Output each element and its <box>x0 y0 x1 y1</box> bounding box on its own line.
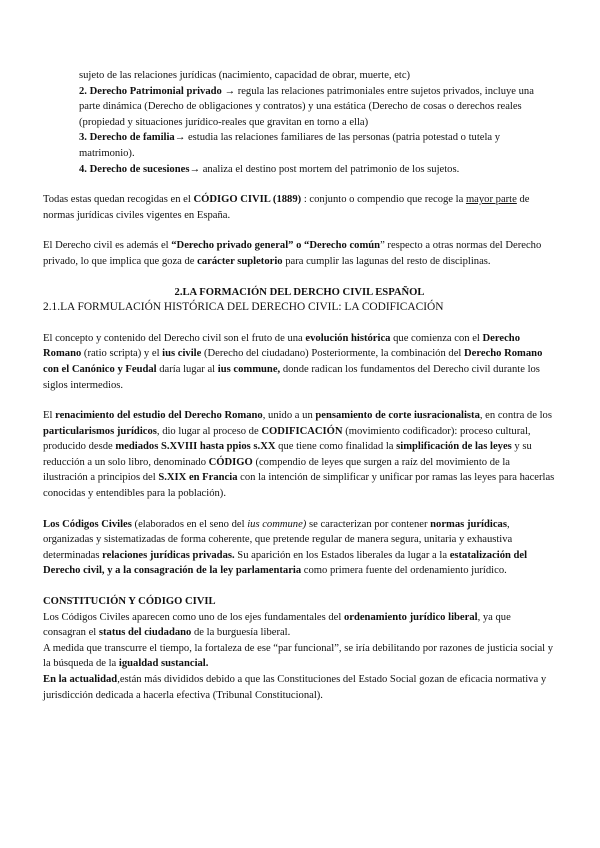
bold-run: ius commune, <box>217 363 281 375</box>
bold-run: particularismos jurídicos <box>43 425 157 437</box>
list-item-4-text: → analiza el destino post mortem del patrimonio de los sujetos. <box>189 163 460 175</box>
numbered-list <box>43 68 556 177</box>
bold-run: relaciones jurídicas privadas. <box>102 549 235 561</box>
text-run: de normas jurídicas civiles vigentes en España. <box>43 194 530 221</box>
list-item-1-text: sujeto de las relaciones jurídicas (nacimiento, capacidad de obrar, muerte, etc) <box>79 70 411 81</box>
list-item-1-continuation <box>43 68 556 84</box>
text-run: que tiene como finalidad la <box>275 441 397 453</box>
bold-run: mediados S.XVIII hasta ppios s.XX <box>115 441 276 453</box>
text-run: : conjunto o compendio que recoge la <box>301 194 466 206</box>
bold-run: igualdad sustancial. <box>118 658 209 670</box>
bold-run: ordenamiento jurídico liberal <box>343 611 478 623</box>
text-run: ” respecto a otras normas del Derecho privado, lo que implica que goza de <box>43 240 542 267</box>
list-item-4 <box>43 162 556 178</box>
bold-run: CÓDIGO CIVIL (1889) <box>193 194 302 206</box>
bold-run: CODIFICACIÓN <box>261 425 343 437</box>
bold-run: carácter supletorio <box>197 255 283 267</box>
text-run: (compendio de leyes que surgen a raíz del movimiento de la ilustración a principios del <box>43 456 511 484</box>
bold-run: normas jurídicas <box>430 518 507 530</box>
text-run: daría lugar al <box>156 363 218 375</box>
text-run: A medida que transcurre el tiempo, la fortaleza de ese “par funcional”, se iría debilitando por razones de justicia social y la búsqueda de la <box>43 642 554 670</box>
bold-run: CÓDIGO <box>208 456 253 468</box>
bold-run: estatalización del Derecho civil, y a la consagración de la ley parlamentaria <box>43 549 528 577</box>
bold-run: simplificación de las leyes <box>396 441 512 453</box>
bold-run: Derecho Romano <box>43 332 520 360</box>
bold-run: ius civile <box>162 348 202 360</box>
text-run: (Derecho del ciudadano) Posteriormente, la combinación del <box>201 348 464 360</box>
document-page <box>43 68 556 703</box>
text-run: Los Códigos Civiles aparecen como uno de los ejes fundamentales del <box>43 611 344 623</box>
paragraph-evolucion-historica <box>43 331 556 393</box>
bold-run: Los Códigos Civiles <box>43 518 132 530</box>
constitucion-line-1 <box>43 610 556 641</box>
section-subtitle: 2.1.LA FORMULACIÓN HISTÓRICA DEL DERECHO CIVIL: LA CODIFICACIÓN <box>43 301 444 314</box>
bold-run: pensamiento de corte iusracionalista <box>315 410 480 422</box>
text-run: El concepto y contenido del Derecho civil son el fruto de una <box>43 332 306 344</box>
list-item-2-text: → regula las relaciones patrimoniales entre sujetos privados, incluye una parte dinámica (Derecho de obligaciones y contratos) y una estática (Derecho de cosas o derechos reales (propiedad y situaciones jurídico-reales que gravitan en torno a ella) <box>79 85 534 128</box>
text-run: , unido a un <box>262 410 316 422</box>
text-run: para cumplir las lagunas del resto de disciplinas. <box>282 255 491 267</box>
text-run: , en contra de los <box>479 410 552 422</box>
text-run: , organizadas y sistematizadas de forma coherente, que pretende regular de manera segura, unitaria y exhaustiva determinadas <box>43 518 513 561</box>
text-run: como primera fuente del ordenamiento jurídico. <box>301 565 507 577</box>
bold-run: “Derecho privado general” o “Derecho común <box>171 240 381 252</box>
bold-run: evolución histórica <box>305 332 391 344</box>
text-run: Todas estas quedan recogidas en el <box>43 194 194 206</box>
bold-run: En la actualidad <box>43 674 118 685</box>
bold-run: Derecho Romano con el Canónico y Feudal <box>43 348 543 375</box>
italic-run: ius commune) <box>247 518 307 530</box>
constitucion-line-2 <box>43 641 556 672</box>
paragraph-codigo-civil <box>43 192 556 223</box>
text-run: donde radican los fundamentos del Derecho civil durante los siglos intermedios. <box>43 363 540 391</box>
section-title: 2.LA FORMACIÓN DEL DERCHO CIVIL ESPAÑOL <box>174 286 425 298</box>
constitucion-line-3 <box>43 672 556 703</box>
paragraph-derecho-comun <box>43 238 556 269</box>
text-run: con la intención de simplificar y unificar por ramas las leyes para hacerlas conocidas y entendibles para la población). <box>43 472 555 500</box>
text-run: que comienza con el <box>390 332 483 344</box>
constitucion-heading: CONSTITUCIÓN Y CÓDIGO CIVIL <box>43 596 216 608</box>
text-run: (elaborados en el seno del <box>131 518 248 530</box>
text-run: , ya que consagran el <box>43 611 511 639</box>
paragraph-codigos-civiles <box>43 517 556 579</box>
text-run: , dio lugar al proceso de <box>156 425 262 437</box>
text-run: El <box>43 410 56 422</box>
list-item-3-text: → estudia las relaciones familiares de las personas (patria potestad o tutela y matrimonio). <box>79 132 501 159</box>
bold-run: S.XIX en Francia <box>158 472 238 484</box>
text-run: y su reducción a un solo libro, denominado <box>43 441 532 468</box>
text-run: de la burguesía liberal. <box>191 627 291 639</box>
underlined-run: mayor parte <box>465 194 517 206</box>
list-item-3-label: 3. Derecho de familia <box>79 132 175 144</box>
paragraph-codificacion <box>43 408 556 502</box>
text-run: El Derecho civil es además el <box>43 240 172 252</box>
text-run: (ratio scripta) y el <box>81 348 163 360</box>
bold-run: status del ciudadano <box>98 627 192 639</box>
list-item-4-label: 4. Derecho de sucesiones <box>79 163 190 175</box>
list-item-2 <box>43 84 556 131</box>
bold-run: renacimiento del estudio del Derecho Romano <box>55 410 263 422</box>
list-item-2-label: 2. Derecho Patrimonial privado <box>79 85 222 97</box>
text-run: Su aparición en los Estados liberales da lugar a la <box>234 549 450 561</box>
text-run: (movimiento codificador): proceso cultural, producido desde <box>43 425 531 453</box>
text-run: ,están más divididos debido a que las Constituciones del Estado Social gozan de eficacia normativa y jurisdicción dedicada a hacerla efectiva (Tribunal Constitucional). <box>43 674 547 701</box>
text-run: se caracterizan por contener <box>306 518 431 530</box>
list-item-3 <box>43 130 556 161</box>
